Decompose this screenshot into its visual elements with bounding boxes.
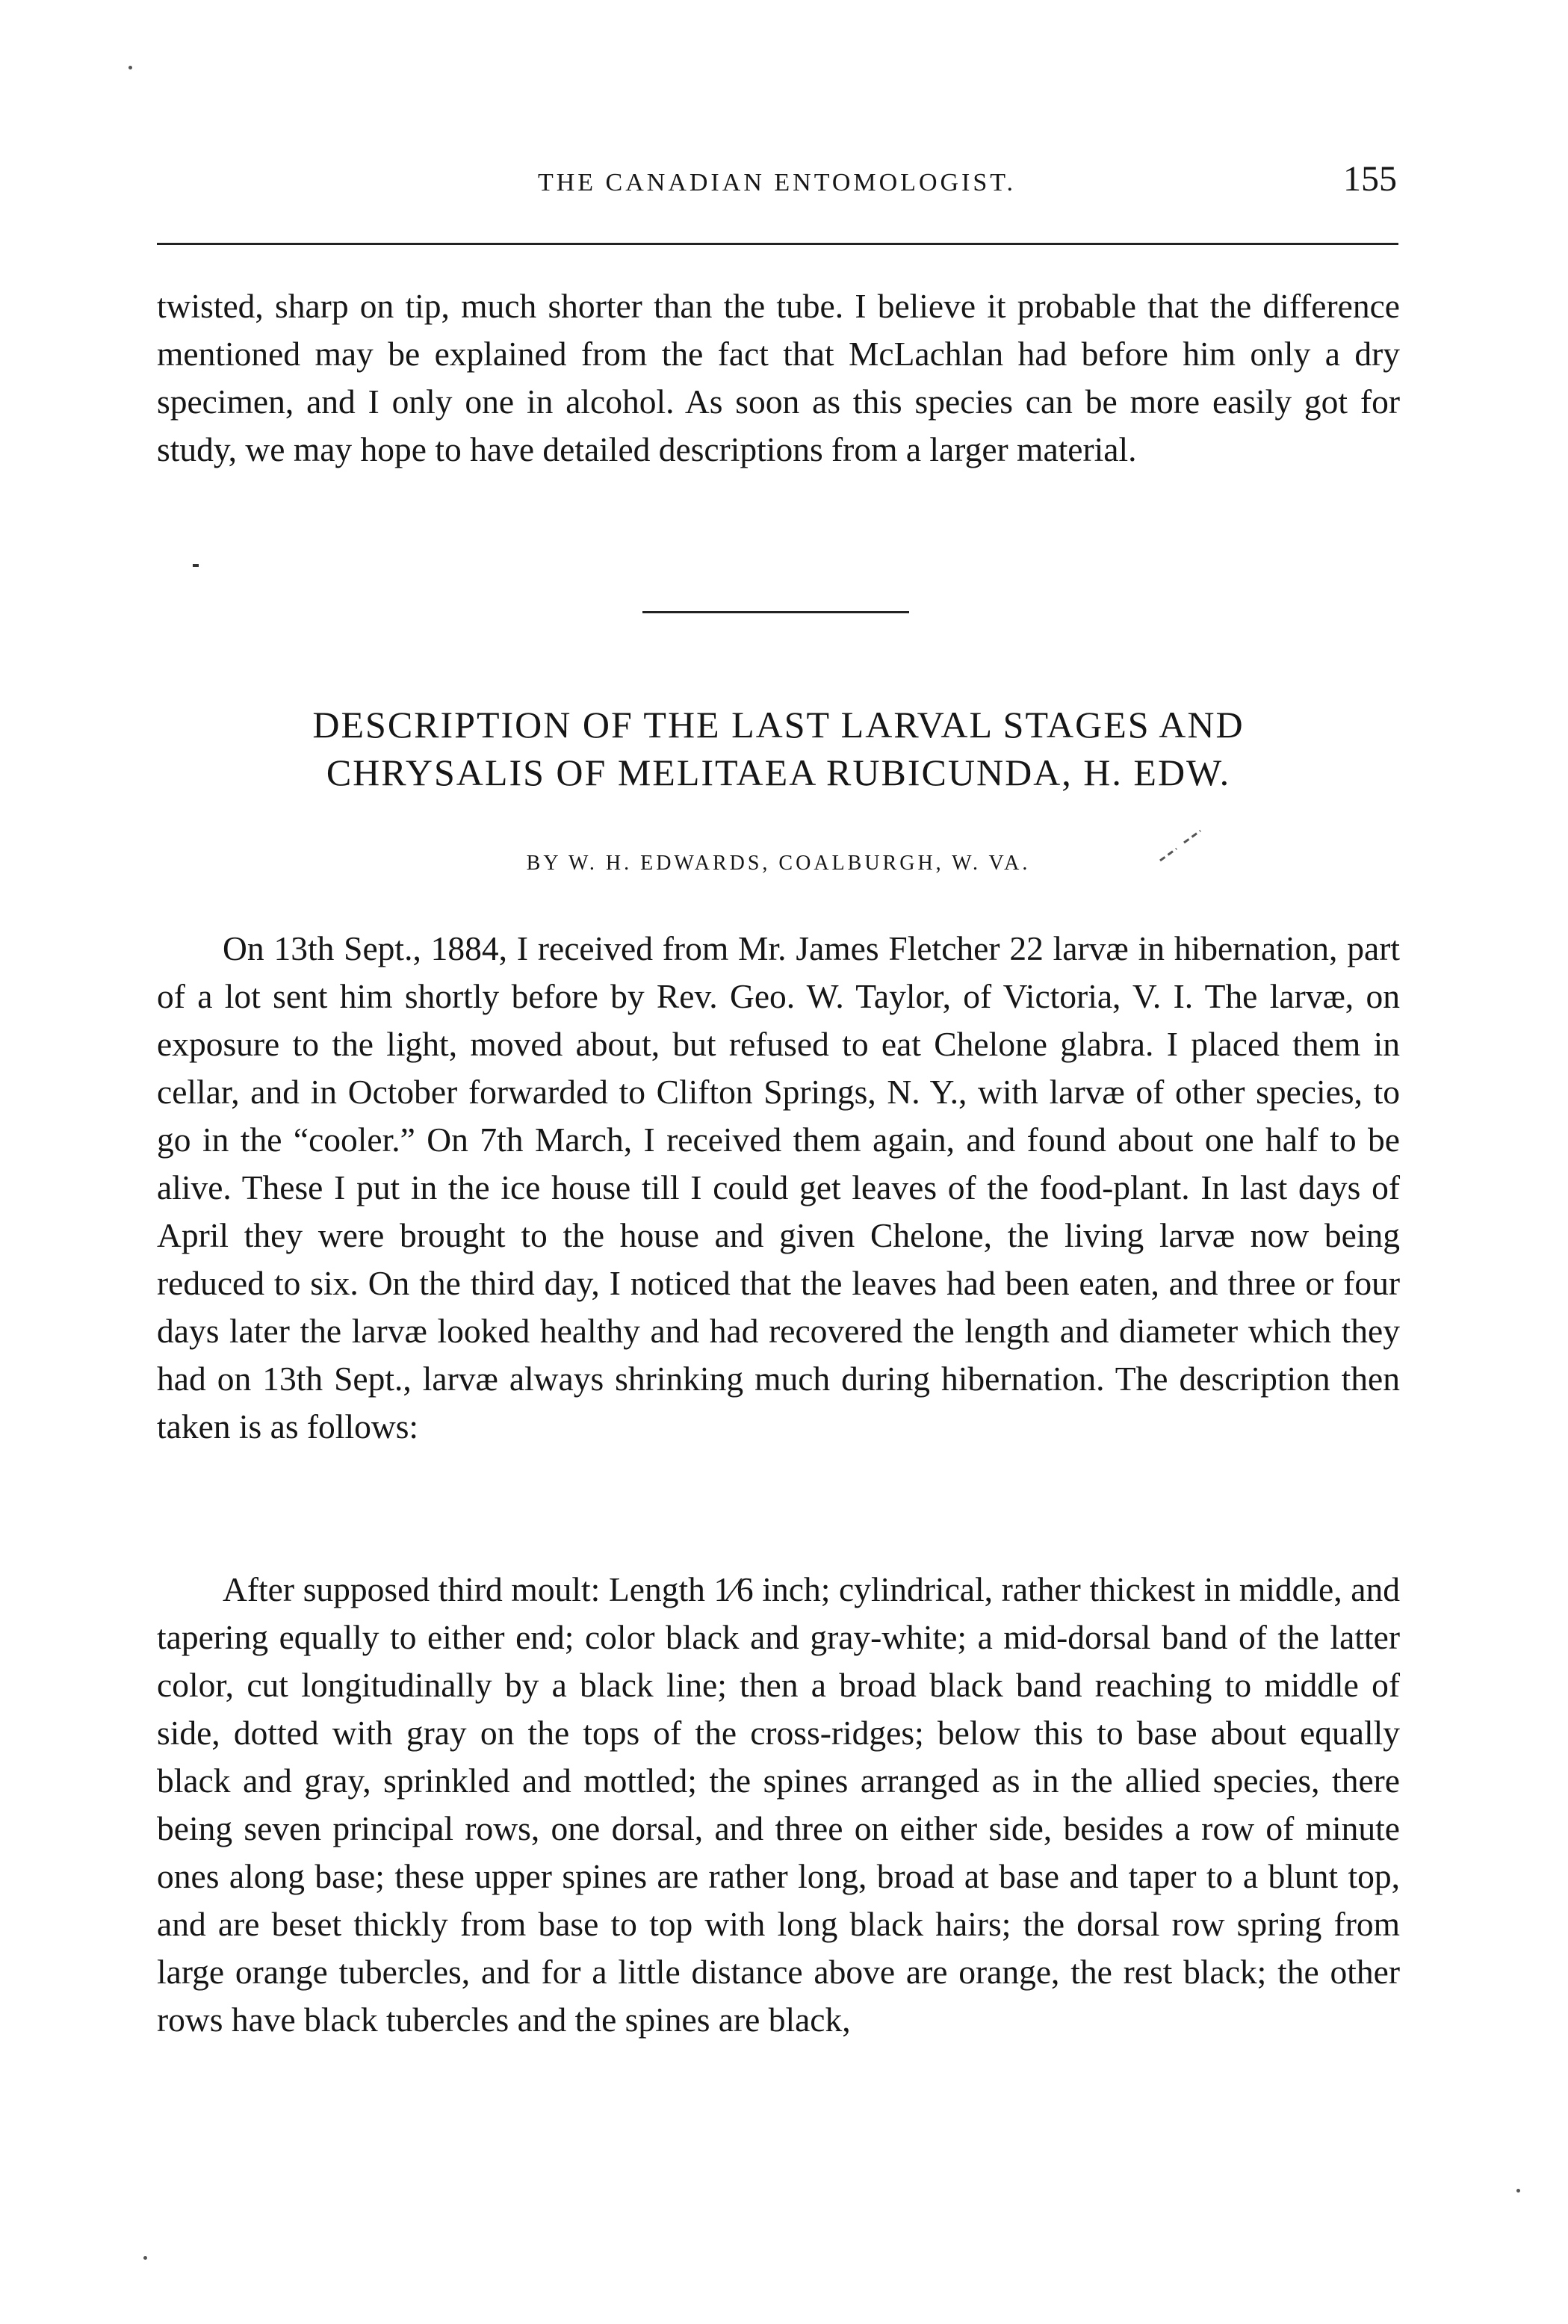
- article-byline: BY W. H. EDWARDS, COALBURGH, W. VA.: [526, 852, 1031, 875]
- running-head-title: THE CANADIAN ENTOMOLOGIST.: [537, 169, 1017, 196]
- margin-dot: [1516, 2189, 1520, 2193]
- page-number: 155: [1343, 159, 1397, 199]
- margin-dot: [128, 66, 132, 69]
- print-speck: [193, 564, 199, 567]
- running-header: [157, 158, 1397, 211]
- margin-dot: [143, 2256, 147, 2260]
- header-rule: [157, 243, 1398, 245]
- article-title-line-1: DESCRIPTION OF THE LAST LARVAL STAGES AND: [312, 704, 1245, 746]
- continued-paragraph: twisted, sharp on tip, much shorter than the tube. I believe it probable that the difference mentioned may be explained from the fact that McLachlan had before him only a dry specimen, and I only one in alcohol. As soon as this species can be more easily got for study, we may hope to have detailed descriptions from a larger material.: [157, 287, 1400, 468]
- article-paragraph: On 13th Sept., 1884, I received from Mr. James Fletcher 22 larvæ in hibernation, part of a lot sent him shortly before by Rev. Geo. W. Taylor, of Victoria, V. I. The larvæ, on exposure to the light, moved about, but refused to eat Chelone glabra. I placed them in cellar, and in October forwarded to Clifton Springs, N. Y., with larvæ of other species, to go in the “cooler.” On 7th March, I received them again, and found about one half to be alive. These I put in the ice house till I could get leaves of the food-plant. In last days of April they were brought to the house and given Chelone, the living larvæ now being reduced to six. On the third day, I noticed that the leaves had been eaten, and three or four days later the larvæ looked healthy and had recovered the length and diameter which they had on 13th Sept., larvæ always shrinking much during hibernation. The description then taken is as follows:: [157, 929, 1400, 1445]
- article-title-line-2: CHRYSALIS OF MELITAEA RUBICUNDA, H. EDW.: [326, 752, 1231, 793]
- pencil-mark: [1154, 822, 1206, 867]
- article-paragraph: After supposed third moult: Length 1⁄6 inch; cylindrical, rather thickest in middle, and tapering equally to either end; color black and gray-white; a mid-dorsal band of the latter color, cut longitudinally by a black line; then a broad black band reaching to middle of side, dotted with gray on the tops of the cross-ridges; below this to base about equally black and gray, sprinkled and mottled; the spines arranged as in the allied species, there being seven principal rows, one dorsal, and three on either side, besides a row of minute ones along base; these upper spines are rather long, broad at base and taper to a blunt top, and are beset thickly from base to top with long black hairs; the dorsal row spring from large orange tubercles, and for a little distance above are orange, the rest black; the other rows have black tubercles and the spines are black,: [157, 1570, 1400, 2039]
- section-divider: [642, 611, 909, 613]
- article-title: [157, 701, 1400, 796]
